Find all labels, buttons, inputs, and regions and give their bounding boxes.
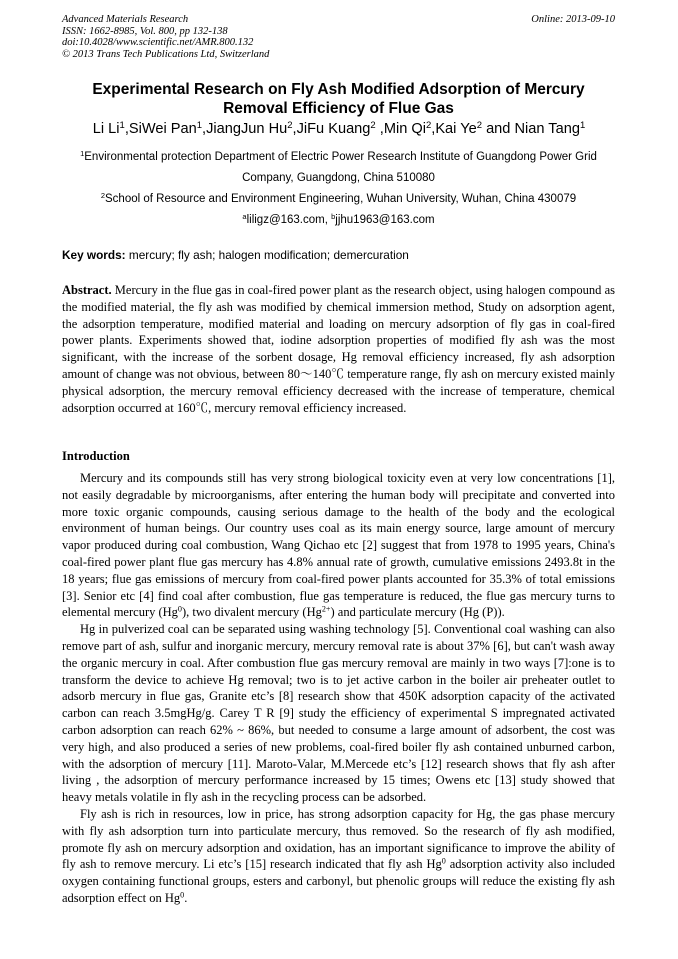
author-name: SiWei Pan [128,121,197,137]
email-mark: b [331,211,336,221]
author-name: Kai Ye [435,121,477,137]
keywords [62,248,615,262]
superscript: 0 [177,604,182,614]
paragraph [62,470,615,621]
paragraph-text: adsorption activity also included oxygen containing functional groups, esters and carbonyl, but phenolic groups will reduce the existing fly ash adsorption effect on Hg [62,857,615,905]
author-affiliation-mark: 1 [196,119,203,131]
affiliation-text: Environmental protection Department of Electric Power Research Institute of Guangdong Power Grid Company, Guangdong, China 510080 [84,151,597,184]
keywords-text: mercury; fly ash; halogen modification; demercuration [125,248,409,262]
introduction-body [62,470,615,907]
paragraph-text: . [184,890,188,905]
author-separator: , [292,121,297,137]
author-separator: , [375,121,384,137]
journal-copyright: © 2013 Trans Tech Publications Ltd, Switzerland [62,48,270,60]
author-separator: , [431,121,436,137]
author-separator: , [202,121,207,137]
affiliation-1 [62,147,615,189]
paragraph-text: Fly ash is rich in resources, low in price, has strong adsorption capacity for Hg, the gas phase mercury with fly ash adsorption turn into particulate mercury, thus removed. So the research of fly ash modified, promote fly ash on mercury adsorption and oxidation, has an important significance to improve the ability of fly ash to remove mercury. Li etc’s [15] research indicated that fly ash Hg [62,806,615,872]
paragraph: Hg in pulverized coal can be separated using washing technology [5]. Conventional coal washing can also remove part of ash, sulfur and inorganic mercury, mercury removal rate is about 37% [6], but can't wash away the organic mercury in coal. After combustion flue gas mercury removal are mainly in two ways [7]:one is to transform the device to achieve Hg removal; two is to jet active carbon in the boiler air preheater outlet to adsorb mercury in flue gas, Granite etc’s [8] research show that 450K adsorption capacity of the activated carbon can reach 3.5mgHg/g. Carey T R [9] study the efficiency of experimental S impregnated activated carbon adsorption can reach 62% ~ 86%, but needed to consume a large amount of adsorbent, the cost was very high, and also produced a series of new problems, coal-fired boiler fly ash contained unburned carbon, with the adsorption of mercury [11]. Maroto-Valar, M.Mercede etc’s [12] research shows that fly ash after living , the adsorption of mercury performance increased by 15 times; Owens etc [13] study showed that heavy metals volatile in fly ash in the recycling process can be adsorbed. [62,622,615,805]
author-name: JiFu Kuang [296,121,371,137]
author-separator: and [482,121,515,137]
paper-title: Experimental Research on Fly Ash Modified Adsorption of Mercury Removal Efficiency of Flue Gas [92,81,585,117]
author-name: Min Qi [383,121,426,137]
author-list [50,121,628,137]
email-mark: a [242,211,247,221]
affiliation-mark: 1 [80,148,85,158]
keywords-label: Key words: [62,248,126,262]
author-name: JiangJun Hu [206,121,288,137]
author-affiliation-mark: 1 [579,119,586,131]
superscript: 0 [180,890,185,900]
paragraph-text: Mercury and its compounds still has very strong biological toxicity even at very low concentrations [1], not easily degradable by microorganisms, after entering the human body will precipitate and converted into more toxic organic compounds, causing serious damage to the health of the body and the ecological environment of human beings. Our country uses coal as its main energy source, large amount of mercury vapor produced during coal combustion, Wang Qichao etc [2] suggest that from 1978 to 1995 years, China's coal-fired power plant flue gas mercury has 4.8% annual rate of growth, cumulative emissions 2493.8t in the 18 years; flue gas emissions of mercury from coal-fired power plants accounted for 35.3% of total emissions [3]. Senior etc [4] find coal after combustion, flue gas temperature is reduced, the flue gas mercury turns to elemental mercury (Hg [62,471,615,620]
author-affiliation-mark: 2 [476,119,483,131]
affiliation-mark: 2 [100,190,105,200]
journal-header [62,14,269,60]
paragraph-text: ), two divalent mercury (Hg [181,605,322,620]
author-name: Li Li [92,121,120,137]
journal-name: Advanced Materials Research [62,14,189,25]
author-emails [62,210,615,231]
email-link[interactable]: liligz@163.com, [246,214,332,226]
author-separator: , [124,121,129,137]
abstract-text: Mercury in the flue gas in coal-fired power plant as the research object, using halogen compound as the modified material, the fly ash was modified by chemical immersion method, Study on adsorption agent, the adsorption temperature, modified material and loading on mercury adsorption of fly gas in coal-fired power plants. Experiments showed that, iodine adsorption properties of modified fly ash was the most significant, with the increase of the sorbent dosage, Hg removal efficiency increased, fly ash adsorption amount of change was not obvious, between 80～140℃ temperature range, fly ash on mercury existed mainly physical adsorption, the mercury removal efficiency decreased with the increase of temperature, chemical adsorption occurred at 160℃, mercury removal efficiency increased. [62,283,615,415]
author-affiliation-mark: 2 [370,119,376,131]
author-affiliation-mark: 2 [425,119,432,131]
paragraph-text: ) and particulate mercury (Hg (P)). [330,605,505,620]
author-affiliation-mark: 2 [287,119,293,131]
author-name: Nian Tang [514,121,580,137]
affiliation-text: School of Resource and Environment Engineering, Wuhan University, Wuhan, China 430079 [105,193,577,205]
abstract [62,282,615,416]
superscript: 0 [441,856,446,866]
email-link[interactable]: jjhu1963@163.com [335,214,435,226]
author-affiliation-mark: 1 [119,119,125,131]
paragraph [62,806,615,907]
abstract-label: Abstract. [62,283,112,297]
affiliation-2 [62,189,615,210]
journal-doi: doi:10.4028/www.scientific.net/AMR.800.132 [62,37,254,48]
section-heading-introduction: Introduction [62,449,130,463]
journal-issn: ISSN: 1662-8985, Vol. 800, pp 132-138 [62,25,228,37]
superscript: 2+ [321,604,331,614]
online-date: Online: 2013-09-10 [531,14,615,25]
